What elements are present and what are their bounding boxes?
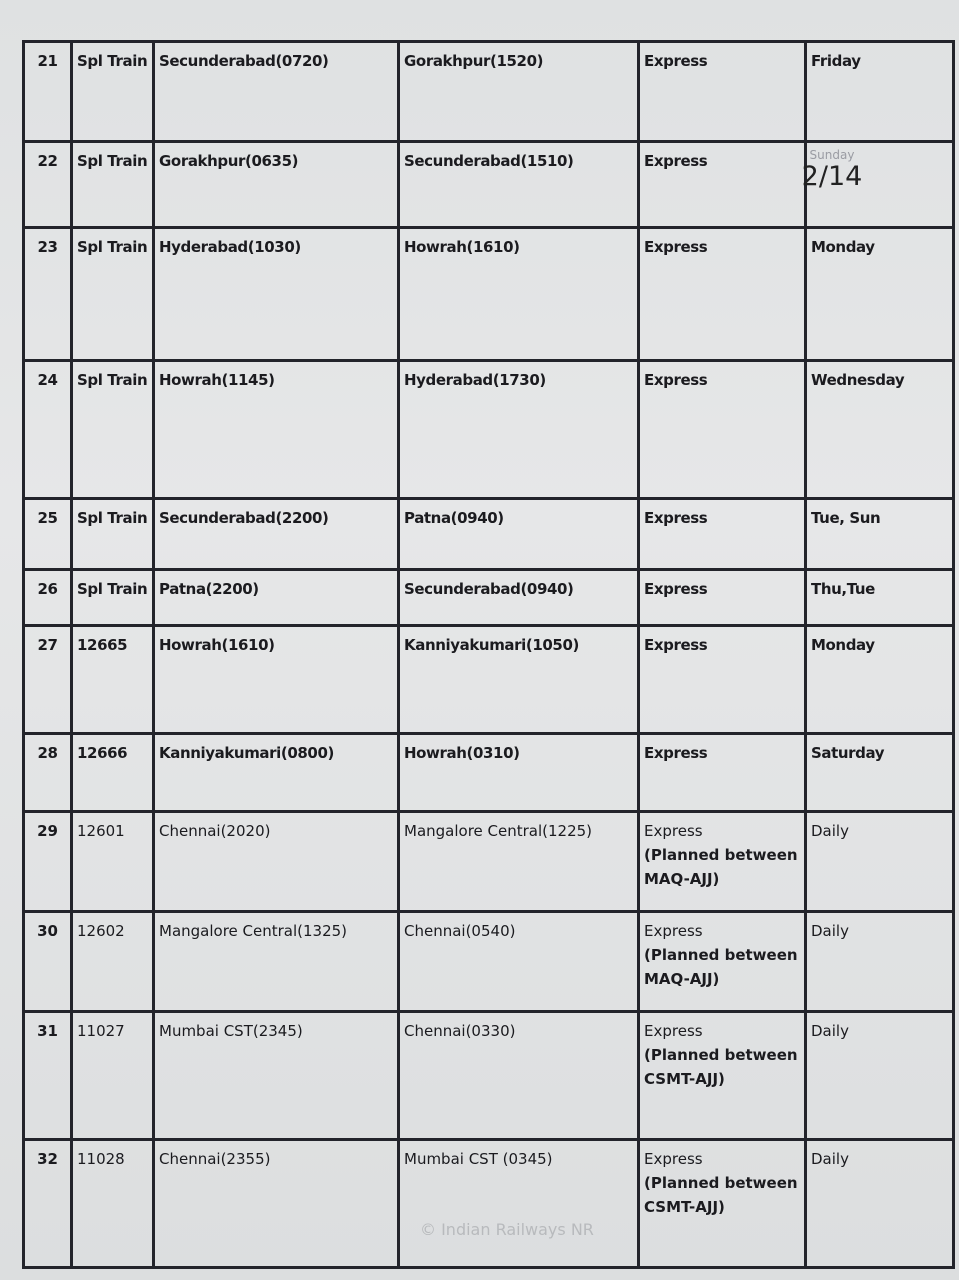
destination-station: Patna(0940) xyxy=(399,499,639,570)
destination-station: Howrah(0310) xyxy=(399,734,639,812)
destination-station: Chennai(0330) xyxy=(399,1012,639,1140)
train-number: Spl Train xyxy=(72,361,154,499)
serial-number: 31 xyxy=(24,1012,72,1140)
origin-station: Chennai(2355) xyxy=(154,1140,399,1268)
days-of-run: Thu,Tue xyxy=(806,570,954,626)
origin-station: Secunderabad(0720) xyxy=(154,42,399,142)
origin-station: Howrah(1610) xyxy=(154,626,399,734)
table-row xyxy=(24,228,954,361)
planned-section-note: (Planned between CSMT-AJJ) xyxy=(644,1174,798,1216)
train-type-cell xyxy=(639,812,806,912)
days-of-run: Monday xyxy=(806,228,954,361)
train-type: Express xyxy=(639,734,806,812)
train-number: 12666 xyxy=(72,734,154,812)
page-indicator-count: 2/14 xyxy=(801,161,863,192)
train-number: Spl Train xyxy=(72,499,154,570)
origin-station: Secunderabad(2200) xyxy=(154,499,399,570)
origin-station: Mangalore Central(1325) xyxy=(154,912,399,1012)
train-type: Express xyxy=(639,228,806,361)
days-of-run: Daily xyxy=(806,912,954,1012)
origin-station: Howrah(1145) xyxy=(154,361,399,499)
train-number: Spl Train xyxy=(72,228,154,361)
train-number: 12601 xyxy=(72,812,154,912)
destination-station: Kanniyakumari(1050) xyxy=(399,626,639,734)
train-type: Express xyxy=(644,1150,703,1168)
days-of-run: Daily xyxy=(806,1012,954,1140)
train-type-cell xyxy=(639,1140,806,1268)
origin-station: Chennai(2020) xyxy=(154,812,399,912)
days-of-run: Tue, Sun xyxy=(806,499,954,570)
watermark: © Indian Railways NR xyxy=(420,1220,594,1239)
train-number: 11028 xyxy=(72,1140,154,1268)
train-type: Express xyxy=(639,499,806,570)
origin-station: Gorakhpur(0635) xyxy=(154,142,399,228)
train-type: Express xyxy=(639,361,806,499)
serial-number: 29 xyxy=(24,812,72,912)
planned-section-note: (Planned between CSMT-AJJ) xyxy=(644,1046,798,1088)
train-schedule-table xyxy=(22,40,955,1269)
planned-section-note: (Planned between MAQ-AJJ) xyxy=(644,846,798,888)
days-of-run: Daily xyxy=(806,1140,954,1268)
serial-number: 30 xyxy=(24,912,72,1012)
page-indicator-day: Sunday xyxy=(809,148,855,162)
serial-number: 22 xyxy=(24,142,72,228)
destination-station: Hyderabad(1730) xyxy=(399,361,639,499)
train-type: Express xyxy=(644,1022,703,1040)
page-indicator xyxy=(792,148,872,192)
table-row xyxy=(24,42,954,142)
serial-number: 26 xyxy=(24,570,72,626)
destination-station: Chennai(0540) xyxy=(399,912,639,1012)
train-type: Express xyxy=(639,42,806,142)
destination-station: Howrah(1610) xyxy=(399,228,639,361)
train-number: Spl Train xyxy=(72,42,154,142)
days-of-run: Friday xyxy=(806,42,954,142)
days-of-run: Monday xyxy=(806,626,954,734)
train-number: 11027 xyxy=(72,1012,154,1140)
train-type: Express xyxy=(639,626,806,734)
train-type: Express xyxy=(644,922,703,940)
destination-station: Secunderabad(0940) xyxy=(399,570,639,626)
origin-station: Mumbai CST(2345) xyxy=(154,1012,399,1140)
table-row xyxy=(24,1140,954,1268)
train-number: 12602 xyxy=(72,912,154,1012)
destination-station: Gorakhpur(1520) xyxy=(399,42,639,142)
train-type: Express xyxy=(644,822,703,840)
train-type: Express xyxy=(639,570,806,626)
days-of-run: Wednesday xyxy=(806,361,954,499)
origin-station: Patna(2200) xyxy=(154,570,399,626)
serial-number: 23 xyxy=(24,228,72,361)
table-row xyxy=(24,812,954,912)
train-number: Spl Train xyxy=(72,570,154,626)
serial-number: 25 xyxy=(24,499,72,570)
origin-station: Hyderabad(1030) xyxy=(154,228,399,361)
train-type: Express xyxy=(639,142,806,228)
table-row xyxy=(24,361,954,499)
days-of-run: Daily xyxy=(806,812,954,912)
train-type-cell xyxy=(639,1012,806,1140)
origin-station: Kanniyakumari(0800) xyxy=(154,734,399,812)
table-row xyxy=(24,626,954,734)
serial-number: 32 xyxy=(24,1140,72,1268)
serial-number: 21 xyxy=(24,42,72,142)
planned-section-note: (Planned between MAQ-AJJ) xyxy=(644,946,798,988)
table-row xyxy=(24,734,954,812)
train-number: 12665 xyxy=(72,626,154,734)
serial-number: 27 xyxy=(24,626,72,734)
destination-station: Mangalore Central(1225) xyxy=(399,812,639,912)
destination-station: Secunderabad(1510) xyxy=(399,142,639,228)
train-number: Spl Train xyxy=(72,142,154,228)
destination-station: Mumbai CST (0345) xyxy=(399,1140,639,1268)
serial-number: 24 xyxy=(24,361,72,499)
table-row xyxy=(24,499,954,570)
train-type-cell xyxy=(639,912,806,1012)
table-row xyxy=(24,570,954,626)
days-of-run: Saturday xyxy=(806,734,954,812)
serial-number: 28 xyxy=(24,734,72,812)
table-row xyxy=(24,1012,954,1140)
table-row xyxy=(24,912,954,1012)
